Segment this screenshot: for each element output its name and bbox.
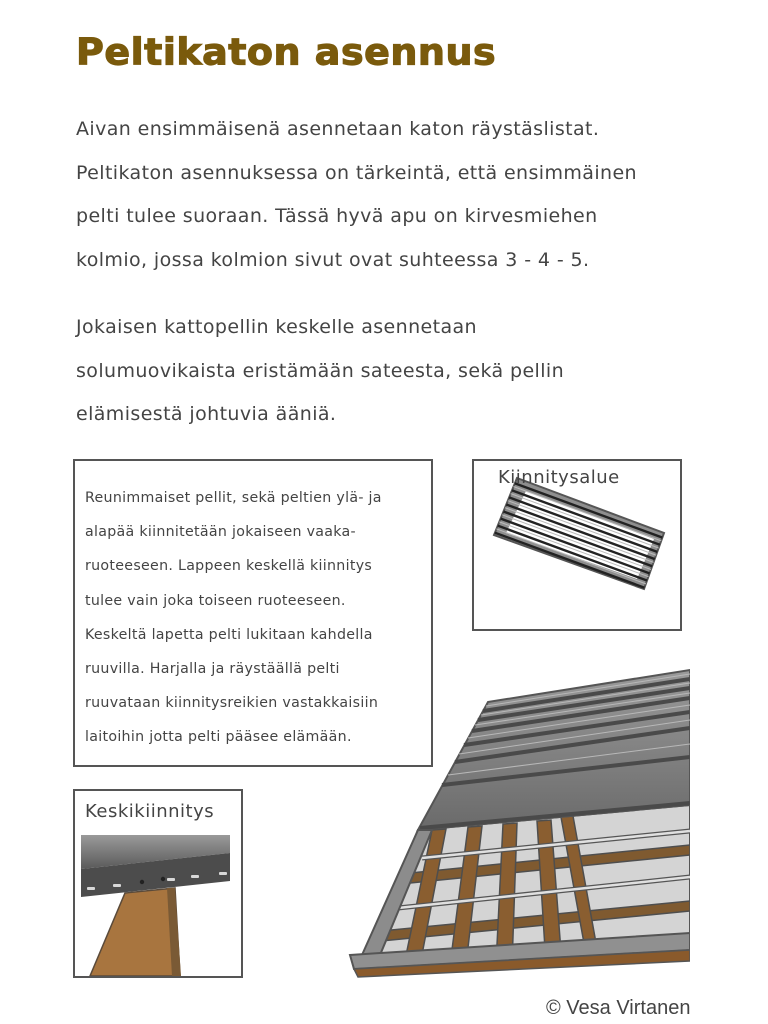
intro-line: Aivan ensimmäisenä asennetaan katon räystäslistat. [76,118,600,140]
note-line: alapää kiinnitetään jokaiseen vaaka- [85,524,356,541]
roof-illustration [340,665,690,980]
note-line: ruuvataan kiinnitysreikien vastakkaisiin [85,695,379,712]
note-line: ruuvilla. Harjalla ja räystäällä pelti [85,661,340,678]
insulation-line: solumuovikaista eristämään sateesta, sekä pellin [76,359,565,382]
roof-diagram [340,665,690,980]
note-line: tulee vain joka toiseen ruoteeseen. [85,592,346,609]
note-line: ruoteeseen. Lappeen keskellä kiinnitys [85,558,373,575]
intro-line: Peltikaton asennuksessa on tärkeintä, että ensimmäinen [76,161,637,184]
page-title: Peltikaton asennus [76,31,497,73]
copyright-notice: © Vesa Virtanen [546,997,691,1019]
center-fastening-figure [73,789,243,978]
intro-paragraph [76,108,637,282]
fastening-area-figure [472,459,682,631]
center-fastening-caption: Keskikiinnitys [85,801,215,822]
note-line: Keskeltä lapetta pelti lukitaan kahdella [85,626,373,643]
intro-line: kolmio, jossa kolmion sivut ovat suhteessa 3 - 4 - 5. [76,248,590,271]
insulation-line: elämisestä johtuvia ääniä. [76,403,337,425]
note-line: laitoihin jotta pelti pääsee elämään. [85,729,352,746]
center-fastening-diagram [75,791,241,976]
fastening-area-caption: Kiinnitysalue [498,467,620,488]
intro-line: pelti tulee suoraan. Tässä hyvä apu on kirvesmiehen [76,205,598,227]
batten [90,888,180,976]
insulation-paragraph [76,306,564,437]
insulation-line: Jokaisen kattopellin keskelle asennetaan [76,316,477,338]
note-line: Reunimmaiset pellit, sekä peltien ylä- ja [85,490,382,506]
